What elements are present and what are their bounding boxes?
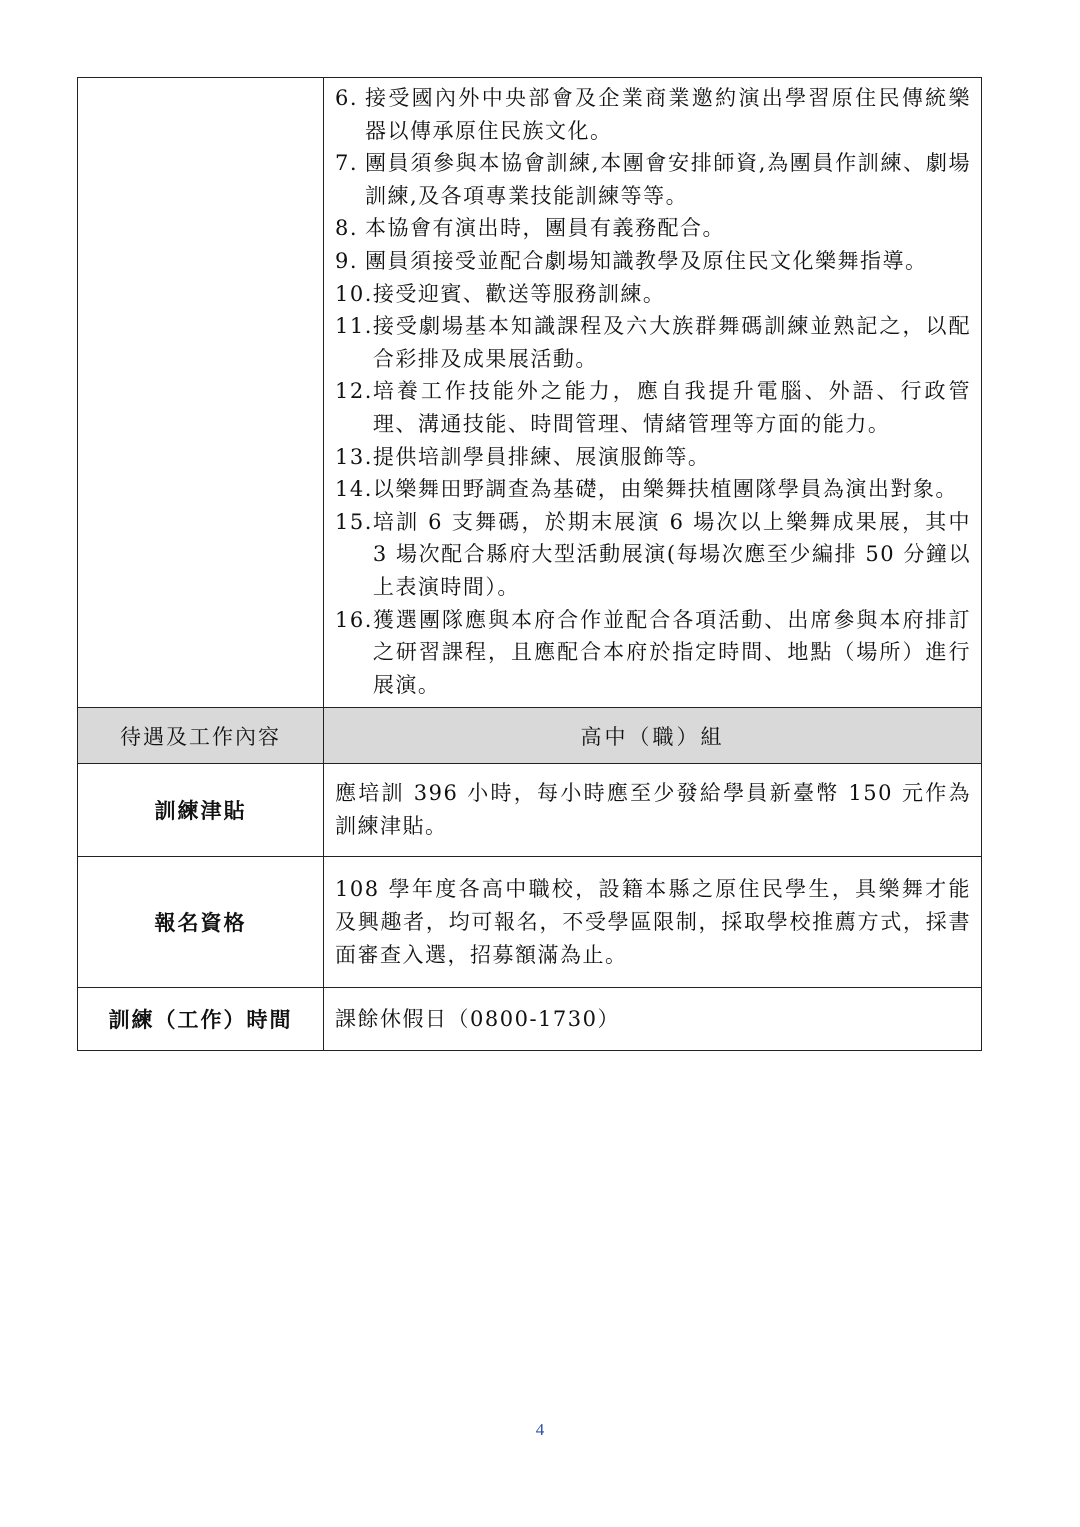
- list-item-number: 10.: [335, 281, 373, 306]
- list-item: [335, 82, 971, 147]
- eligibility-row: [78, 857, 982, 988]
- training-time-content: 課餘休假日（0800-1730）: [324, 988, 982, 1051]
- list-item-number: 13.: [335, 444, 373, 469]
- allowance-label: 訓練津貼: [78, 764, 324, 857]
- list-item-text: 培養工作技能外之能力，應自我提升電腦、外語、行政管理、溝通技能、時間管理、情緒管理等方面的能力。: [372, 379, 971, 436]
- list-item-number: 16.: [335, 607, 373, 632]
- allowance-row: [78, 764, 982, 857]
- training-time-label: 訓練（工作）時間: [78, 988, 324, 1051]
- list-item-text: 接受迎賓、歡送等服務訓練。: [372, 281, 666, 306]
- duties-label-cell: [78, 78, 324, 708]
- list-item: [335, 375, 971, 440]
- list-item-number: 12.: [335, 379, 373, 404]
- requirements-table: [77, 77, 982, 1051]
- list-item-text: 團員須參與本協會訓練,本團會安排師資,為團員作訓練、劇場訓練,及各項專業技能訓練等等。: [365, 151, 971, 208]
- duties-list-cell: [324, 78, 982, 708]
- list-item-text: 以樂舞田野調查為基礎，由樂舞扶植團隊學員為演出對象。: [372, 477, 958, 502]
- eligibility-label: 報名資格: [78, 857, 324, 988]
- list-item-text: 團員須接受並配合劇場知識教學及原住民文化樂舞指導。: [365, 248, 928, 273]
- list-item: [335, 506, 971, 604]
- list-item-text: 接受劇場基本知識課程及六大族群舞碼訓練並熟記之，以配合彩排及成果展活動。: [372, 314, 971, 371]
- list-item-number: 9.: [335, 248, 359, 273]
- training-time-row: [78, 988, 982, 1051]
- duties-row: [78, 78, 982, 708]
- list-item: [335, 212, 971, 245]
- list-item-text: 本協會有演出時，團員有義務配合。: [365, 216, 725, 241]
- list-item: [335, 604, 971, 702]
- list-item: [335, 473, 971, 506]
- list-item: [335, 310, 971, 375]
- section-header-label: 待遇及工作內容: [78, 708, 324, 764]
- list-item-text: 接受國內外中央部會及企業商業邀約演出學習原住民傳統樂器以傳承原住民族文化。: [365, 86, 971, 143]
- list-item-number: 6.: [335, 86, 359, 110]
- section-header-group: 高中（職）組: [324, 708, 982, 764]
- list-item-number: 7.: [335, 151, 359, 176]
- section-header-row: [78, 708, 982, 764]
- list-item-number: 14.: [335, 477, 373, 502]
- list-item-number: 15.: [335, 509, 373, 534]
- list-item-text: 獲選團隊應與本府合作並配合各項活動、出席參與本府排訂之研習課程，且應配合本府於指定時間、地點（場所）進行展演。: [372, 607, 971, 697]
- list-item: [335, 441, 971, 474]
- list-item-number: 11.: [335, 314, 373, 339]
- eligibility-content: 108 學年度各高中職校，設籍本縣之原住民學生，具樂舞才能及興趣者，均可報名，不受學區限制，採取學校推薦方式，採書面審查入選，招募額滿為止。: [324, 857, 982, 988]
- list-item: [335, 245, 971, 278]
- list-item-text: 培訓 6 支舞碼，於期末展演 6 場次以上樂舞成果展，其中 3 場次配合縣府大型活動展演(每場次應至少編排 50 分鐘以上表演時間）。: [372, 509, 971, 599]
- list-item: [335, 278, 971, 311]
- allowance-content: 應培訓 396 小時，每小時應至少發給學員新臺幣 150 元作為訓練津貼。: [324, 764, 982, 857]
- list-item-number: 8.: [335, 216, 359, 241]
- list-item: [335, 147, 971, 212]
- list-item-text: 提供培訓學員排練、展演服飾等。: [372, 444, 711, 469]
- page-number: 4: [535, 1420, 545, 1439]
